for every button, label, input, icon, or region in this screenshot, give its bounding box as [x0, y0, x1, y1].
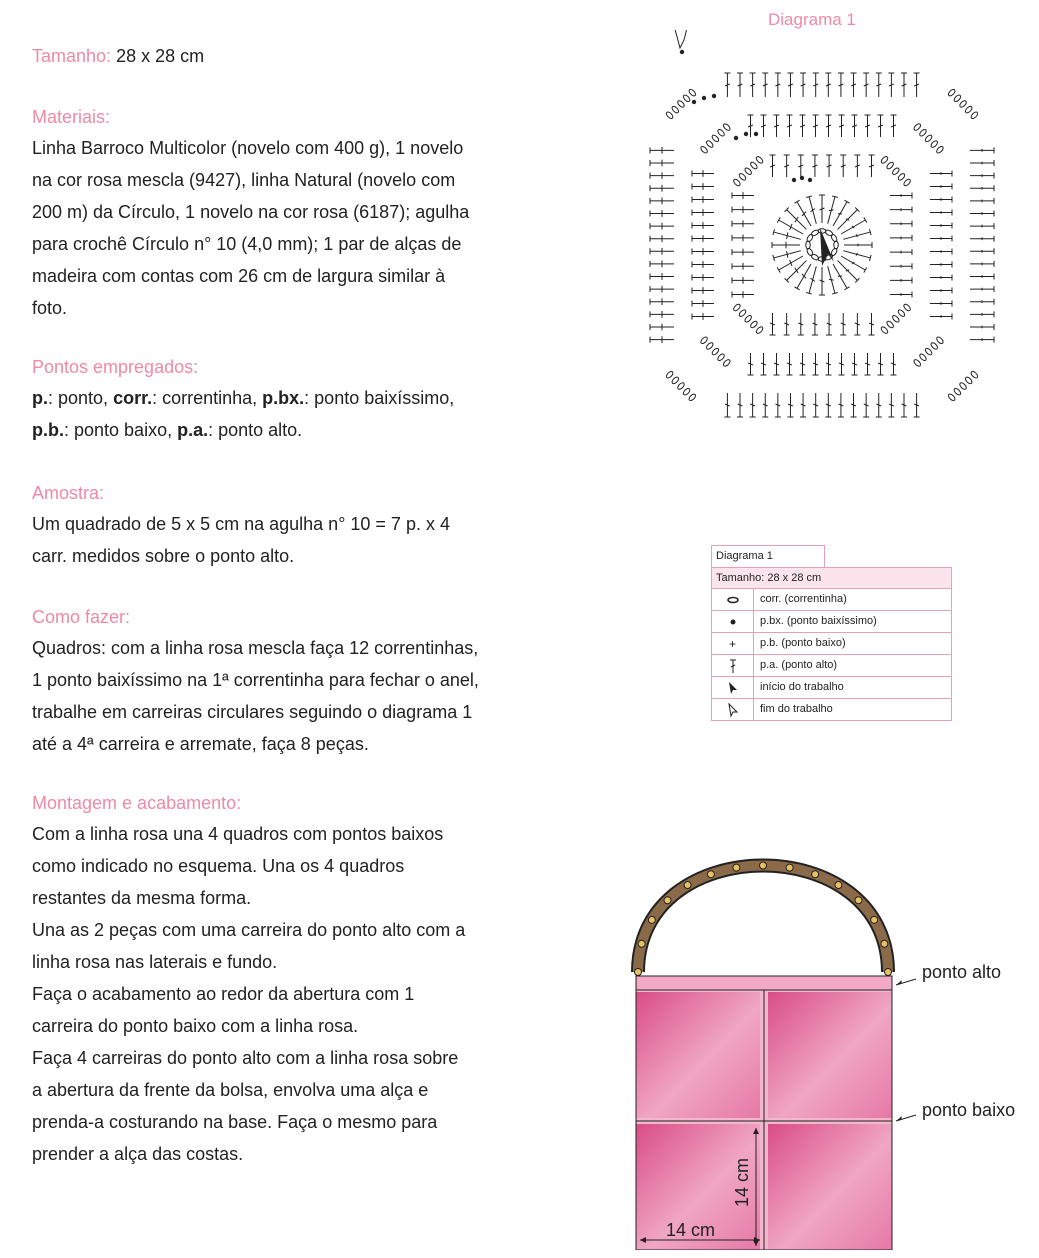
materiais-line: para crochê Círculo n° 10 (4,0 mm); 1 par de alças de — [32, 234, 462, 254]
abbr-corr: corr. — [113, 388, 153, 408]
chain-stitch — [744, 167, 753, 176]
legend-row — [711, 633, 952, 655]
chain-stitch — [810, 253, 819, 261]
dot-icon — [712, 611, 754, 632]
bag-square — [636, 992, 760, 1118]
como-fazer-line: até a 4ª carreira e arremate, faça 8 peças. — [32, 734, 369, 754]
montagem-line: prender a alça das costas. — [32, 1144, 244, 1164]
legend-size: Tamanho: 28 x 28 cm — [711, 567, 952, 589]
chain-stitch — [891, 314, 900, 323]
chain-stitch — [733, 303, 742, 312]
legend — [711, 545, 952, 721]
chain-stitch — [903, 178, 912, 187]
pontos-section — [32, 356, 572, 446]
chain-stitch — [830, 247, 838, 256]
chain-stitch — [880, 156, 889, 165]
chain-stitch — [733, 178, 742, 187]
desc-pa: : ponto alto. — [208, 420, 303, 440]
ponto-alto-band — [636, 976, 892, 990]
chain-stitch — [806, 233, 814, 242]
montagem-title: Montagem e acabamento: — [32, 793, 242, 813]
como-fazer-section — [32, 606, 572, 760]
slip-stitch-dot — [754, 132, 758, 136]
handle-bead — [812, 871, 819, 878]
slip-stitch-dot — [702, 96, 706, 100]
chain-stitch — [677, 382, 686, 391]
legend-row — [711, 655, 952, 677]
label-ponto-alto: ponto alto — [922, 962, 1002, 982]
chain-stitch — [818, 229, 826, 233]
chain-stitch — [738, 172, 747, 181]
chain-stitch — [671, 105, 680, 114]
dc-stitch-top — [864, 217, 867, 222]
chain-stitch — [919, 128, 928, 137]
chain-stitch — [688, 393, 697, 402]
chain-stitch — [711, 347, 720, 356]
handle-bead — [638, 940, 645, 947]
desc-pb: : ponto baixo, — [64, 420, 178, 440]
bag-handle — [638, 866, 888, 973]
chain-stitch — [755, 326, 764, 335]
handle-bead — [707, 871, 714, 878]
chain-stitch — [903, 303, 912, 312]
chain-stitch — [924, 134, 933, 143]
chain-stitch — [806, 241, 810, 249]
dim-height-label: 14 cm — [732, 1157, 753, 1208]
chain-oval-icon — [712, 589, 754, 610]
dc-stitch-bar — [787, 232, 788, 239]
chain-stitch — [665, 370, 674, 379]
bag-square — [768, 992, 892, 1118]
chain-stitch — [705, 342, 714, 351]
handle-bead — [648, 916, 655, 923]
handle-bead — [733, 864, 740, 871]
chain-stitch — [834, 241, 838, 249]
plus-icon: + — [712, 633, 754, 654]
dc-stitch-top — [777, 217, 780, 222]
materiais-line: 200 m) da Círculo, 1 novelo na cor rosa (6187); agulha — [32, 202, 470, 222]
dc-stitch-top — [844, 200, 849, 203]
slip-stitch-dot — [792, 178, 796, 182]
montagem-line: a abertura da frente da bolsa, envolva uma alça e — [32, 1080, 429, 1100]
chain-stitch — [964, 376, 973, 385]
chain-stitch — [738, 309, 747, 318]
materiais-line: Linha Barroco Multicolor (novelo com 400 g), 1 novelo — [32, 138, 464, 158]
chain-stitch — [688, 88, 697, 97]
como-fazer-line: trabalhe em carreiras circulares seguindo o diagrama 1 — [32, 702, 473, 722]
chain-stitch — [717, 353, 726, 362]
slip-stitch-dot — [744, 132, 748, 136]
chain-stitch — [947, 393, 956, 402]
legend-row — [711, 699, 952, 721]
montagem-line: linha rosa nas laterais e fundo. — [32, 952, 278, 972]
montagem-line: Faça o acabamento ao redor da abertura com 1 — [32, 984, 415, 1004]
chain-stitch — [717, 128, 726, 137]
handle-bead — [835, 882, 842, 889]
dc-stitch-top — [864, 267, 867, 272]
chain-stitch — [959, 100, 968, 109]
end-arrow-icon — [712, 699, 754, 720]
montagem-line: como indicado no esquema. Una os 4 quadros — [32, 856, 405, 876]
pontos-title: Pontos empregados: — [32, 357, 199, 377]
handle-bead — [855, 897, 862, 904]
chain-stitch — [749, 161, 758, 170]
materiais-title: Materiais: — [32, 107, 111, 127]
chain-stitch — [947, 88, 956, 97]
dim-width-label: 14 cm — [666, 1220, 716, 1240]
chain-stitch — [711, 134, 720, 143]
chain-stitch — [959, 382, 968, 391]
handle-bead — [881, 940, 888, 947]
montagem-line: carreira do ponto baixo com a linha rosa. — [32, 1016, 359, 1036]
diagram-title: Diagrama 1 — [768, 10, 856, 29]
chain-stitch — [665, 111, 674, 120]
dc-stitch-bar — [829, 279, 834, 280]
chain-stitch — [824, 229, 833, 237]
handle-bead — [684, 882, 691, 889]
slip-stitch-dot — [680, 50, 684, 54]
como-fazer-title: Como fazer: — [32, 607, 131, 627]
label-ponto-baixo: ponto baixo — [922, 1100, 1016, 1120]
chain-stitch — [677, 100, 686, 109]
amostra-line: Um quadrado de 5 x 5 cm na agulha n° 10 = 7 p. x 4 — [32, 514, 450, 534]
end-arrow-icon — [672, 30, 688, 48]
dc-stitch-top — [844, 287, 849, 290]
chain-stitch — [970, 370, 979, 379]
bag-square — [768, 1124, 892, 1250]
chain-stitch — [722, 123, 731, 132]
montagem-line: restantes da mesma forma. — [32, 888, 252, 908]
abbr-pa: p.a. — [177, 420, 209, 440]
legend-text: início do trabalho — [760, 681, 844, 693]
dc-stitch-bar — [787, 251, 788, 258]
chain-stitch — [913, 359, 922, 368]
chain-stitch — [919, 353, 928, 362]
montagem-line: prenda-a costurando na base. Faça o mesmo para — [32, 1112, 438, 1132]
chain-stitch — [930, 140, 939, 149]
crochet-diagram — [622, 30, 1039, 460]
chain-stitch — [880, 326, 889, 335]
desc-corr: : correntinha, — [152, 388, 263, 408]
bag-illustration — [620, 850, 1020, 1250]
legend-text: p.a. (ponto alto) — [760, 659, 838, 671]
legend-text: fim do trabalho — [760, 703, 833, 715]
handle-bead — [760, 862, 767, 869]
chain-stitch — [891, 167, 900, 176]
dc-stitch-bar — [856, 234, 857, 237]
chain-stitch — [830, 233, 838, 242]
legend-text: p.b. (ponto baixo) — [760, 637, 846, 649]
chain-stitch — [930, 342, 939, 351]
chain-stitch — [913, 123, 922, 132]
chain-stitch — [749, 320, 758, 329]
amostra-section — [32, 482, 572, 572]
chain-stitch — [897, 309, 906, 318]
amostra-title: Amostra: — [32, 483, 105, 503]
desc-p: : ponto, — [48, 388, 114, 408]
chain-stitch — [700, 336, 709, 345]
montagem-line: Una as 2 peças com uma carreira do ponto alto com a — [32, 920, 466, 940]
legend-row — [711, 589, 952, 611]
dc-stitch-bar — [856, 253, 857, 256]
handle-bead — [635, 969, 642, 976]
tamanho-label: Tamanho: — [32, 46, 112, 66]
chain-stitch — [897, 172, 906, 181]
chain-stitch — [705, 140, 714, 149]
chain-stitch — [744, 314, 753, 323]
como-fazer-line: 1 ponto baixíssimo na 1ª correntinha para fechar o anel, — [32, 670, 479, 690]
slip-stitch-dot — [734, 136, 738, 140]
legend-text: corr. (correntinha) — [760, 593, 847, 605]
abbr-pb: p.b. — [32, 420, 64, 440]
tamanho-section — [32, 40, 572, 72]
chain-stitch — [671, 376, 680, 385]
chain-stitch — [953, 94, 962, 103]
montagem-line: Com a linha rosa una 4 quadros com pontos baixos — [32, 824, 444, 844]
start-arrow-icon — [712, 677, 754, 698]
materiais-line: madeira com contas com 26 cm de largura similar à — [32, 266, 446, 286]
slip-stitch-dot — [692, 100, 696, 104]
slip-stitch-dot — [800, 176, 804, 180]
chain-stitch — [936, 145, 945, 154]
chain-stitch — [755, 156, 764, 165]
handle-bead — [885, 969, 892, 976]
desc-pbx: : ponto baixíssimo, — [304, 388, 455, 408]
chain-stitch — [682, 94, 691, 103]
chain-stitch — [953, 387, 962, 396]
materiais-section — [32, 106, 572, 324]
chain-stitch — [964, 105, 973, 114]
dc-stitch-top — [777, 267, 780, 272]
slip-stitch-dot — [808, 178, 812, 182]
montagem-line: Faça 4 carreiras do ponto alto com a linha rosa sobre — [32, 1048, 459, 1068]
materiais-line: foto. — [32, 298, 68, 318]
dc-stitch-top — [794, 287, 799, 290]
dc-stitch-bar — [829, 210, 834, 211]
chain-stitch — [722, 359, 731, 368]
como-fazer-line: Quadros: com a linha rosa mescla faça 12 correntinhas, — [32, 638, 479, 658]
handle-bead — [786, 864, 793, 871]
handle-bead — [664, 897, 671, 904]
chain-stitch — [970, 111, 979, 120]
chain-stitch — [886, 161, 895, 170]
legend-row — [711, 611, 952, 633]
legend-title: Diagrama 1 — [711, 545, 825, 567]
legend-row — [711, 677, 952, 699]
abbr-p: p. — [32, 388, 48, 408]
materiais-line: na cor rosa mescla (9427), linha Natural (novelo com — [32, 170, 456, 190]
chain-stitch — [924, 347, 933, 356]
dc-stitch-top — [794, 200, 799, 203]
abbr-pbx: p.bx. — [262, 388, 305, 408]
chain-stitch — [886, 320, 895, 329]
chain-stitch — [682, 387, 691, 396]
tamanho-value: 28 x 28 cm — [116, 46, 205, 66]
double-crochet-icon — [712, 655, 754, 676]
chain-stitch — [700, 145, 709, 154]
montagem-section — [32, 792, 572, 1170]
amostra-line: carr. medidos sobre o ponto alto. — [32, 546, 295, 566]
slip-stitch-dot — [712, 94, 716, 98]
handle-bead — [871, 916, 878, 923]
legend-text: p.bx. (ponto baixíssimo) — [760, 615, 877, 627]
chain-stitch — [936, 336, 945, 345]
